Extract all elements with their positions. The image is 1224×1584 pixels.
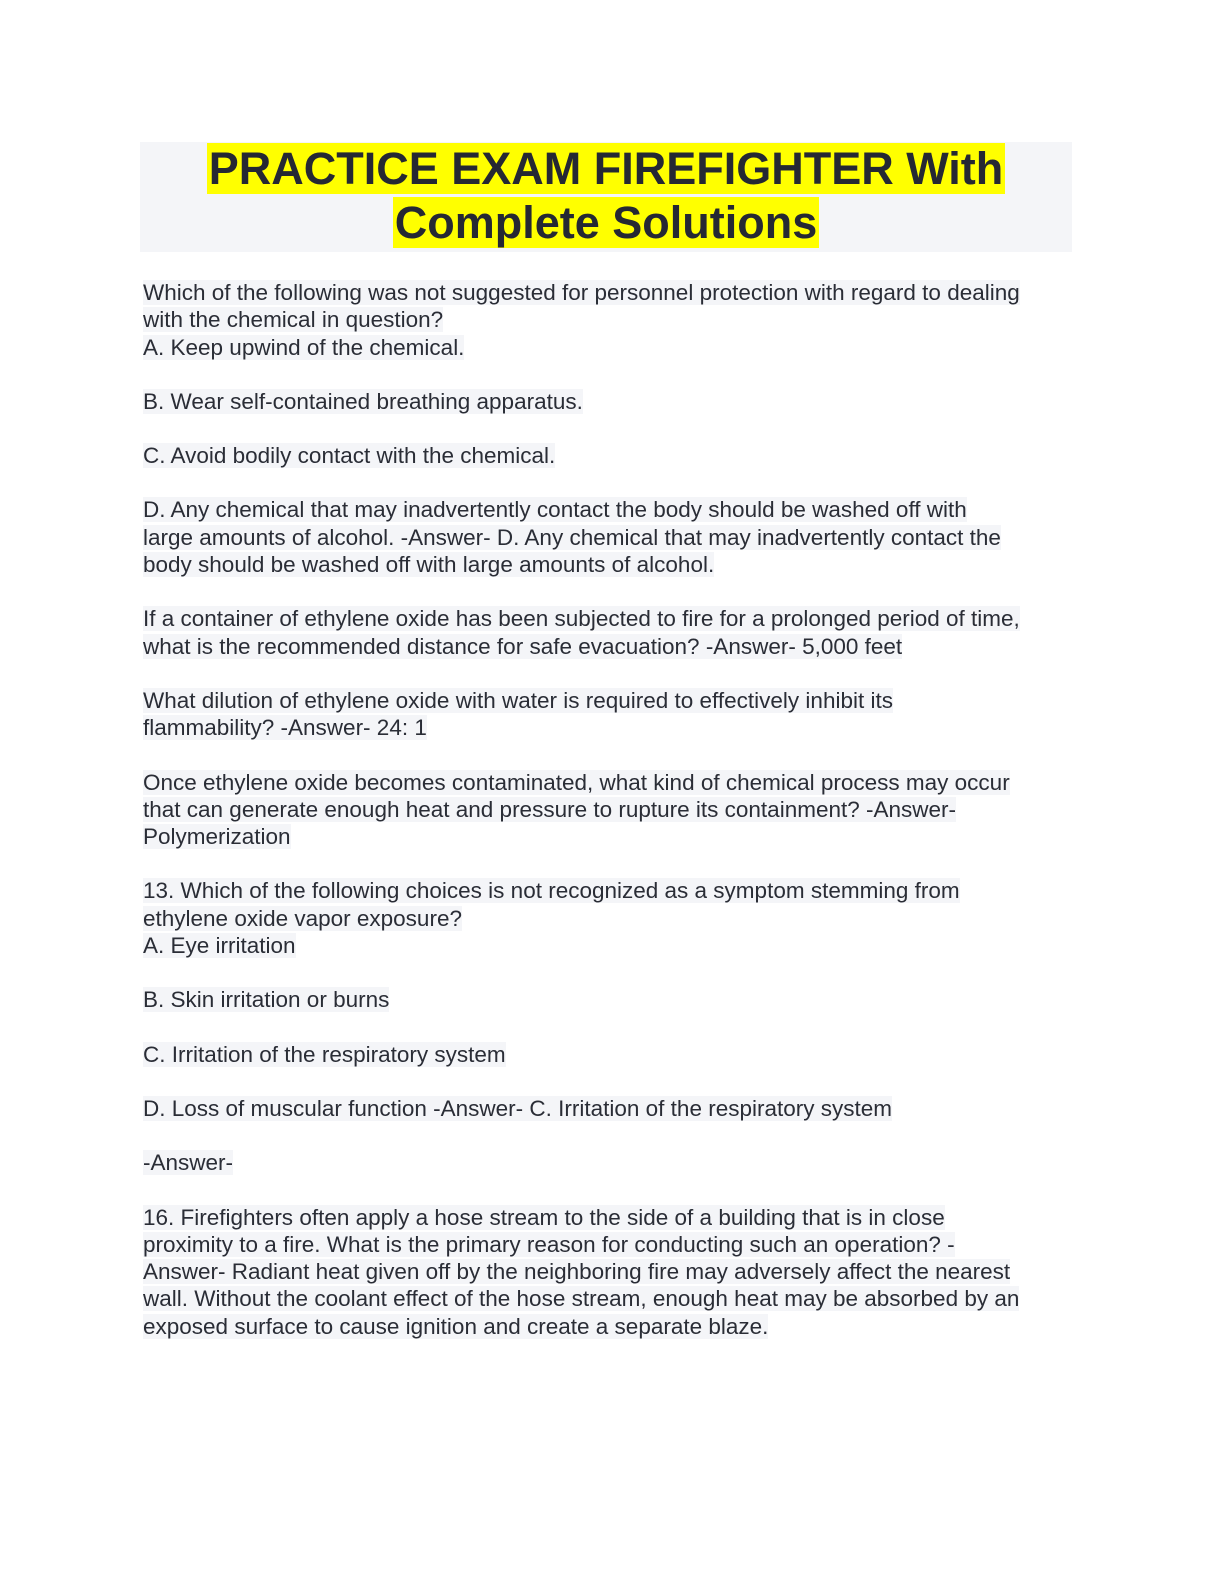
question-paragraph: [143, 1095, 1078, 1122]
text-line: [143, 551, 1078, 578]
text-line: [143, 1231, 1078, 1258]
question-paragraph: [143, 442, 1078, 469]
text-line: [143, 905, 1078, 932]
document-body: [143, 279, 1078, 1367]
text-line-content: D. Loss of muscular function -Answer- C. Irritation of the respiratory system: [143, 1095, 893, 1121]
text-line-content: what is the recommended distance for safe evacuation? -Answer- 5,000 feet: [143, 633, 903, 659]
text-line: [143, 1149, 1078, 1176]
text-line: [143, 1204, 1078, 1231]
text-line: [143, 306, 1078, 333]
title-highlight-2: Complete Solutions: [394, 197, 818, 248]
text-line: [143, 687, 1078, 714]
text-line: [143, 796, 1078, 823]
text-line: [143, 334, 1078, 361]
text-line: [143, 932, 1078, 959]
question-paragraph: [143, 279, 1078, 361]
text-line: [143, 877, 1078, 904]
text-line-content: ethylene oxide vapor exposure?: [143, 905, 462, 931]
text-line: [143, 442, 1078, 469]
question-paragraph: [143, 1204, 1078, 1340]
text-line-content: D. Any chemical that may inadvertently contact the body should be washed off with: [143, 497, 967, 523]
text-line-content: C. Avoid bodily contact with the chemical.: [143, 443, 556, 469]
text-line-content: wall. Without the coolant effect of the hose stream, enough heat may be absorbed by an: [143, 1286, 1020, 1312]
text-line: [143, 1285, 1078, 1312]
text-line: [143, 279, 1078, 306]
text-line-content: Polymerization: [143, 824, 291, 850]
text-line-content: -Answer-: [143, 1150, 234, 1176]
page-title-line-1: [140, 142, 1072, 196]
text-line-content: 13. Which of the following choices is not recognized as a symptom stemming from: [143, 878, 960, 904]
question-paragraph: [143, 388, 1078, 415]
text-line-content: proximity to a fire. What is the primary reason for conducting such an operation? -: [143, 1231, 955, 1257]
text-line: [143, 1095, 1078, 1122]
text-line: [143, 769, 1078, 796]
text-line-content: C. Irritation of the respiratory system: [143, 1041, 506, 1067]
text-line-content: body should be washed off with large amounts of alcohol.: [143, 552, 715, 578]
text-line-content: B. Skin irritation or burns: [143, 987, 390, 1013]
question-paragraph: [143, 1041, 1078, 1068]
question-paragraph: [143, 986, 1078, 1013]
text-line: [143, 605, 1078, 632]
text-line: [143, 1258, 1078, 1285]
text-line-content: large amounts of alcohol. -Answer- D. Any chemical that may inadvertently contact the: [143, 524, 1001, 550]
text-line-content: A. Keep upwind of the chemical.: [143, 334, 465, 360]
text-line-content: B. Wear self-contained breathing apparatus.: [143, 388, 583, 414]
text-line: [143, 524, 1078, 551]
text-line: [143, 633, 1078, 660]
text-line: [143, 1041, 1078, 1068]
text-line: [143, 986, 1078, 1013]
title-block: [140, 142, 1072, 252]
text-line: [143, 1313, 1078, 1340]
text-line-content: Which of the following was not suggested for personnel protection with regard to dealing: [143, 280, 1020, 305]
question-paragraph: [143, 496, 1078, 578]
question-paragraph: [143, 877, 1078, 959]
text-line-content: Answer- Radiant heat given off by the neighboring fire may adversely affect the nearest: [143, 1259, 1011, 1285]
text-line-content: flammability? -Answer- 24: 1: [143, 715, 427, 741]
text-line: [143, 714, 1078, 741]
text-line: [143, 823, 1078, 850]
question-paragraph: [143, 1149, 1078, 1176]
text-line-content: If a container of ethylene oxide has been subjected to fire for a prolonged period of time,: [143, 606, 1020, 632]
text-line-content: What dilution of ethylene oxide with water is required to effectively inhibit its: [143, 687, 893, 713]
text-line-content: with the chemical in question?: [143, 307, 444, 333]
text-line-content: Once ethylene oxide becomes contaminated, what kind of chemical process may occur: [143, 769, 1010, 795]
text-line-content: A. Eye irritation: [143, 933, 296, 959]
question-paragraph: [143, 769, 1078, 851]
text-line: [143, 388, 1078, 415]
title-highlight-1: PRACTICE EXAM FIREFIGHTER With: [208, 143, 1004, 194]
question-paragraph: [143, 687, 1078, 742]
text-line: [143, 496, 1078, 523]
text-line-content: that can generate enough heat and pressure to rupture its containment? -Answer-: [143, 796, 956, 822]
text-line-content: 16. Firefighters often apply a hose stream to the side of a building that is in close: [143, 1204, 945, 1230]
question-paragraph: [143, 605, 1078, 660]
page-title-line-2: [140, 196, 1072, 250]
text-line-content: exposed surface to cause ignition and create a separate blaze.: [143, 1313, 769, 1339]
